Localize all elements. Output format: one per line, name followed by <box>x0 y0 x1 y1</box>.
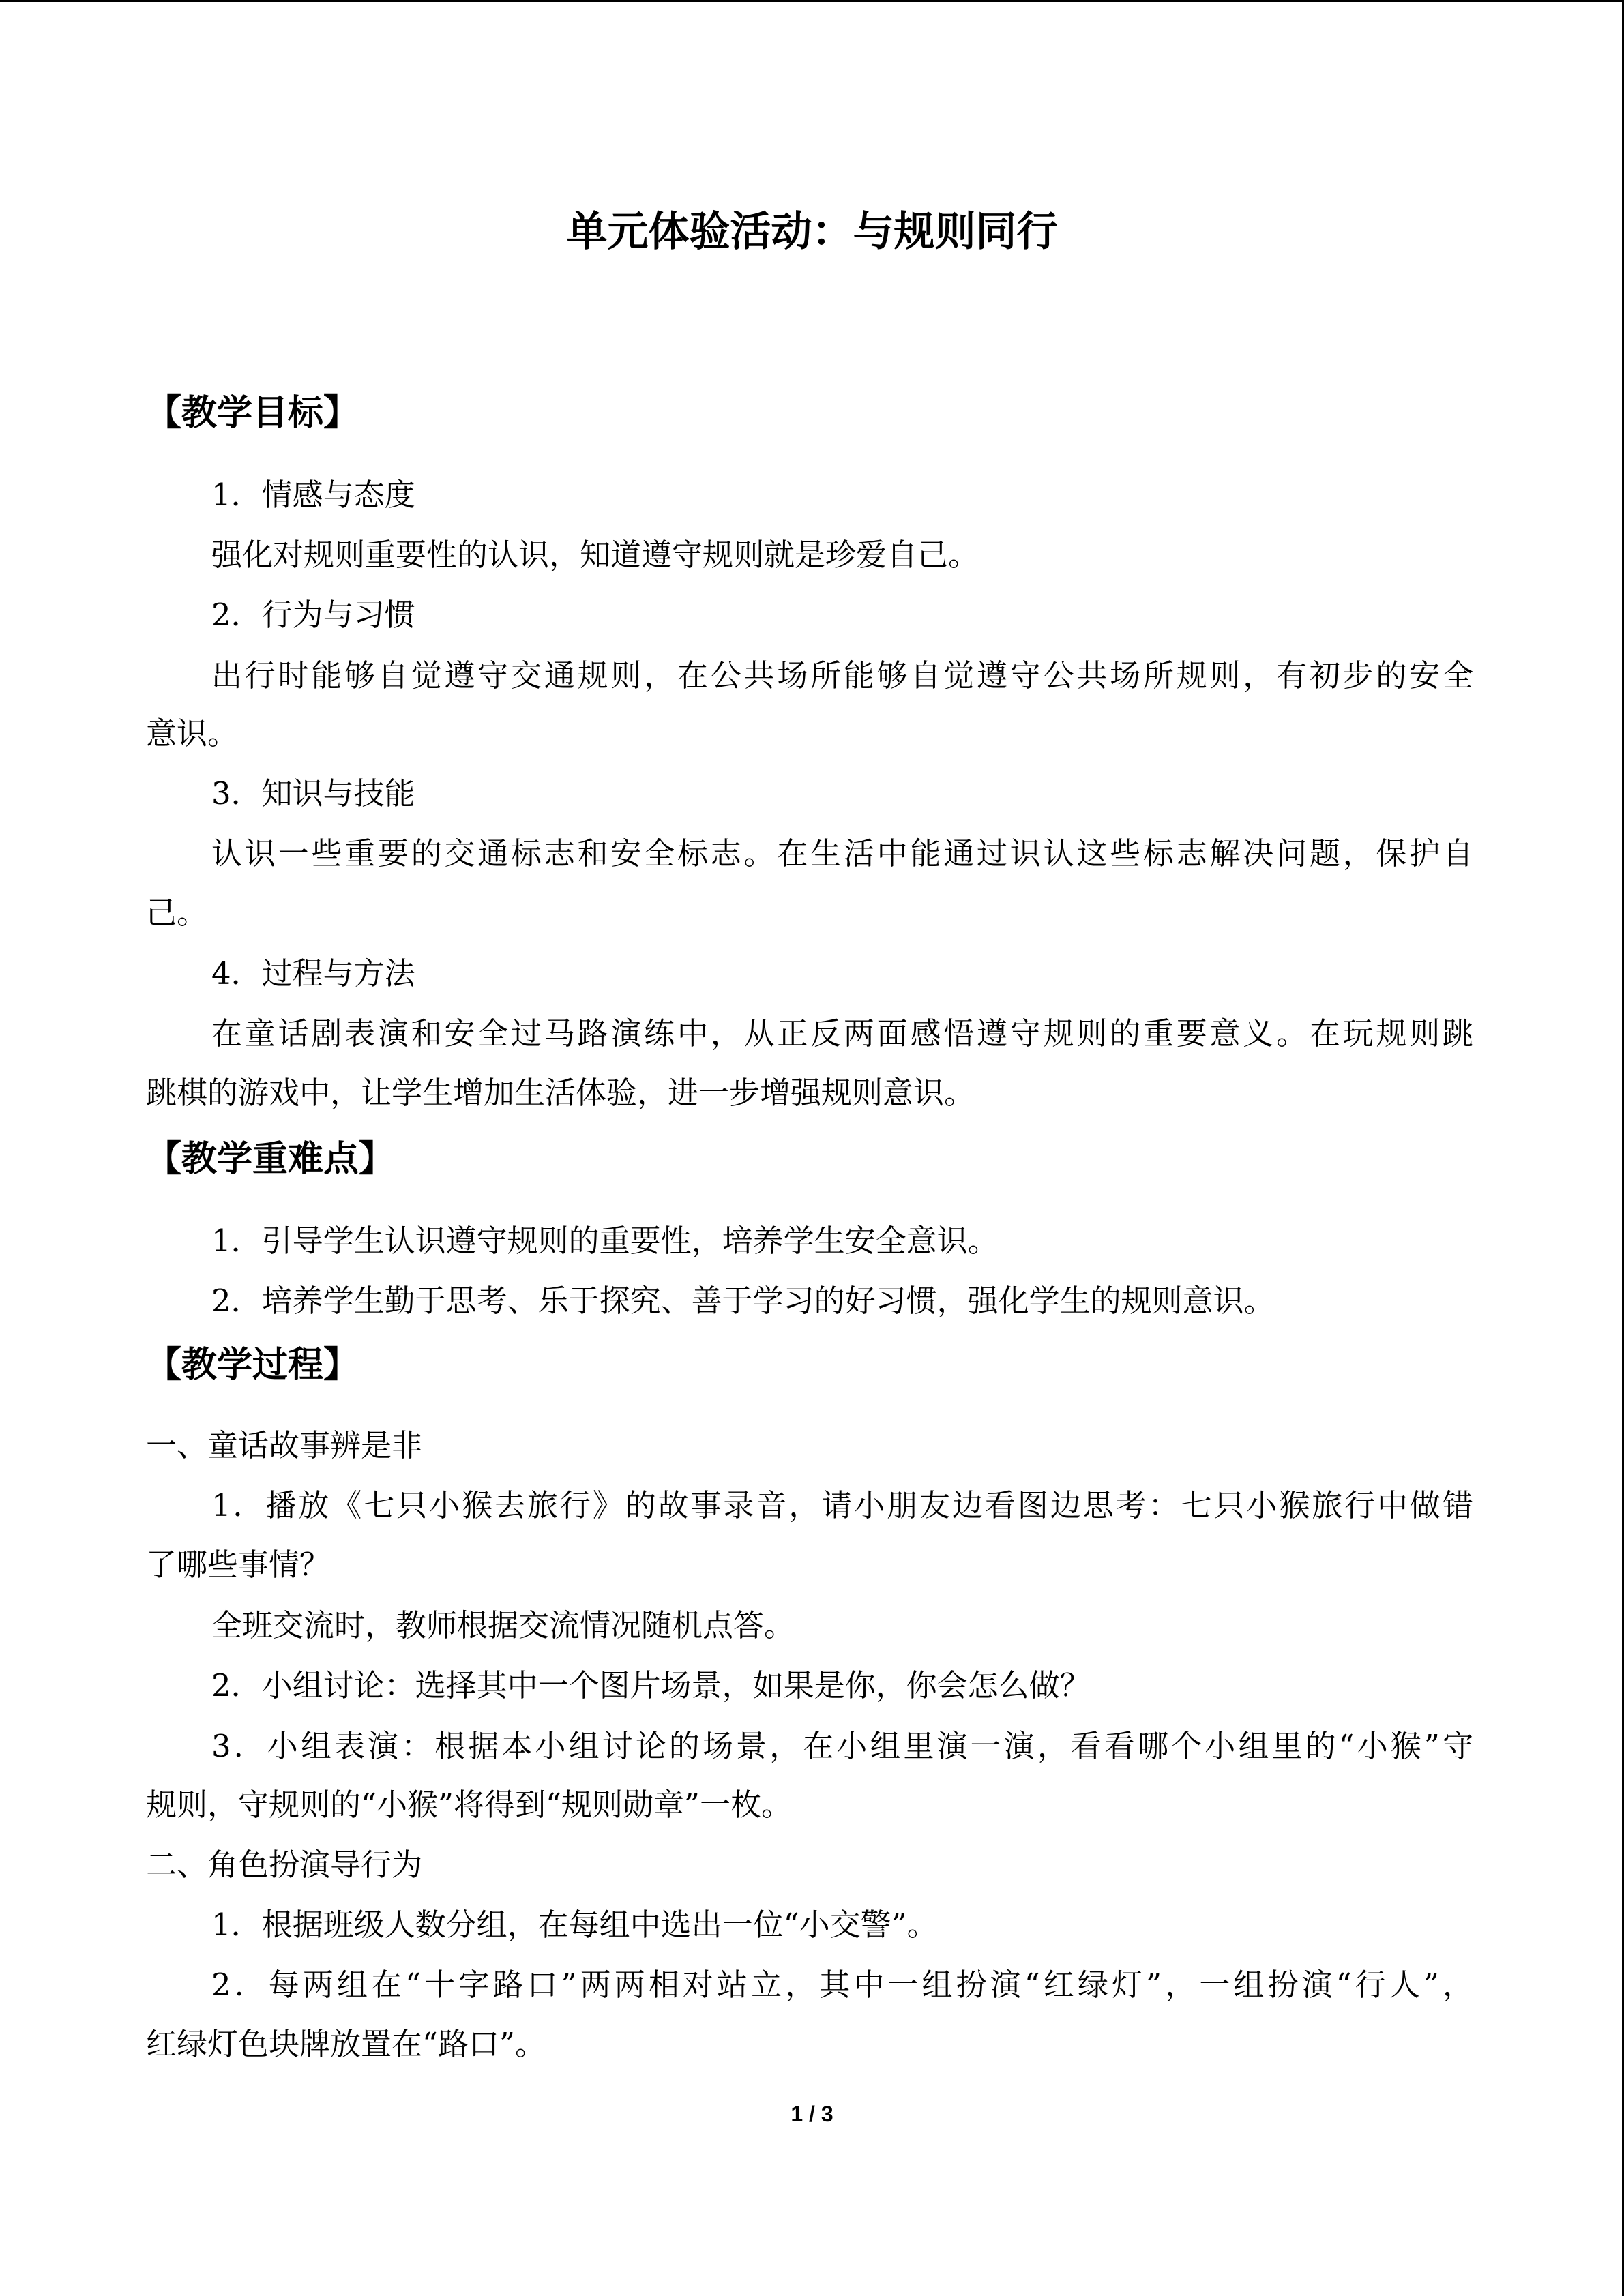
document-title: 单元体验活动：与规则同行 <box>566 208 1058 256</box>
section-heading-goals: 【教学目标】 <box>146 393 359 434</box>
paragraph-line: 全班交流时，教师根据交流情况随机点答。 <box>211 1607 795 1643</box>
paragraph-line: 己。 <box>146 895 208 931</box>
paragraph-line: 1．引导学生认识遵守规则的重要性，培养学生安全意识。 <box>211 1223 999 1259</box>
paragraph-line: 1．播放《七只小猴去旅行》的故事录音，请小朋友边看图边思考：七只小猴旅行中做错 <box>211 1487 1473 1523</box>
page-border-top <box>0 0 1624 2</box>
paragraph-line: 规则，守规则的“小猴”将得到“规则勋章”一枚。 <box>146 1787 793 1823</box>
paragraph-line: 2．每两组在“十字路口”两两相对站立，其中一组扮演“红绿灯”，一组扮演“行人”， <box>211 1967 1473 2003</box>
paragraph-line: 1．情感与态度 <box>211 477 415 513</box>
paragraph-line: 红绿灯色块牌放置在“路口”。 <box>146 2026 546 2062</box>
subsection-heading: 二、角色扮演导行为 <box>146 1847 423 1883</box>
paragraph-line: 2．行为与习惯 <box>211 597 415 633</box>
paragraph-line: 了哪些事情？ <box>146 1547 331 1583</box>
paragraph-line: 2．小组讨论：选择其中一个图片场景，如果是你，你会怎么做？ <box>211 1667 1091 1703</box>
paragraph-line: 跳棋的游戏中，让学生增加生活体验，进一步增强规则意识。 <box>146 1075 975 1111</box>
section-heading-process: 【教学过程】 <box>146 1345 359 1386</box>
paragraph-line: 出行时能够自觉遵守交通规则，在公共场所能够自觉遵守公共场所规则，有初步的安全 <box>211 657 1473 694</box>
paragraph-line: 1．根据班级人数分组，在每组中选出一位“小交警”。 <box>211 1907 938 1943</box>
page-number: 1 / 3 <box>791 2102 833 2126</box>
paragraph-line: 认识一些重要的交通标志和安全标志。在生活中能通过识认这些标志解决问题，保护自 <box>211 835 1473 871</box>
paragraph-line: 强化对规则重要性的认识，知道遵守规则就是珍爱自己。 <box>211 537 979 573</box>
paragraph-line: 2．培养学生勤于思考、乐于探究、善于学习的好习惯，强化学生的规则意识。 <box>211 1283 1275 1319</box>
section-heading-keypoints: 【教学重难点】 <box>146 1139 395 1180</box>
paragraph-line: 4．过程与方法 <box>211 955 415 992</box>
paragraph-line: 在童话剧表演和安全过马路演练中，从正反两面感悟遵守规则的重要意义。在玩规则跳 <box>211 1015 1473 1052</box>
subsection-heading: 一、童话故事辨是非 <box>146 1427 423 1463</box>
paragraph-line: 意识。 <box>146 715 239 751</box>
paragraph-line: 3．知识与技能 <box>211 775 415 811</box>
paragraph-line: 3．小组表演：根据本小组讨论的场景，在小组里演一演，看看哪个小组里的“小猴”守 <box>211 1728 1473 1764</box>
